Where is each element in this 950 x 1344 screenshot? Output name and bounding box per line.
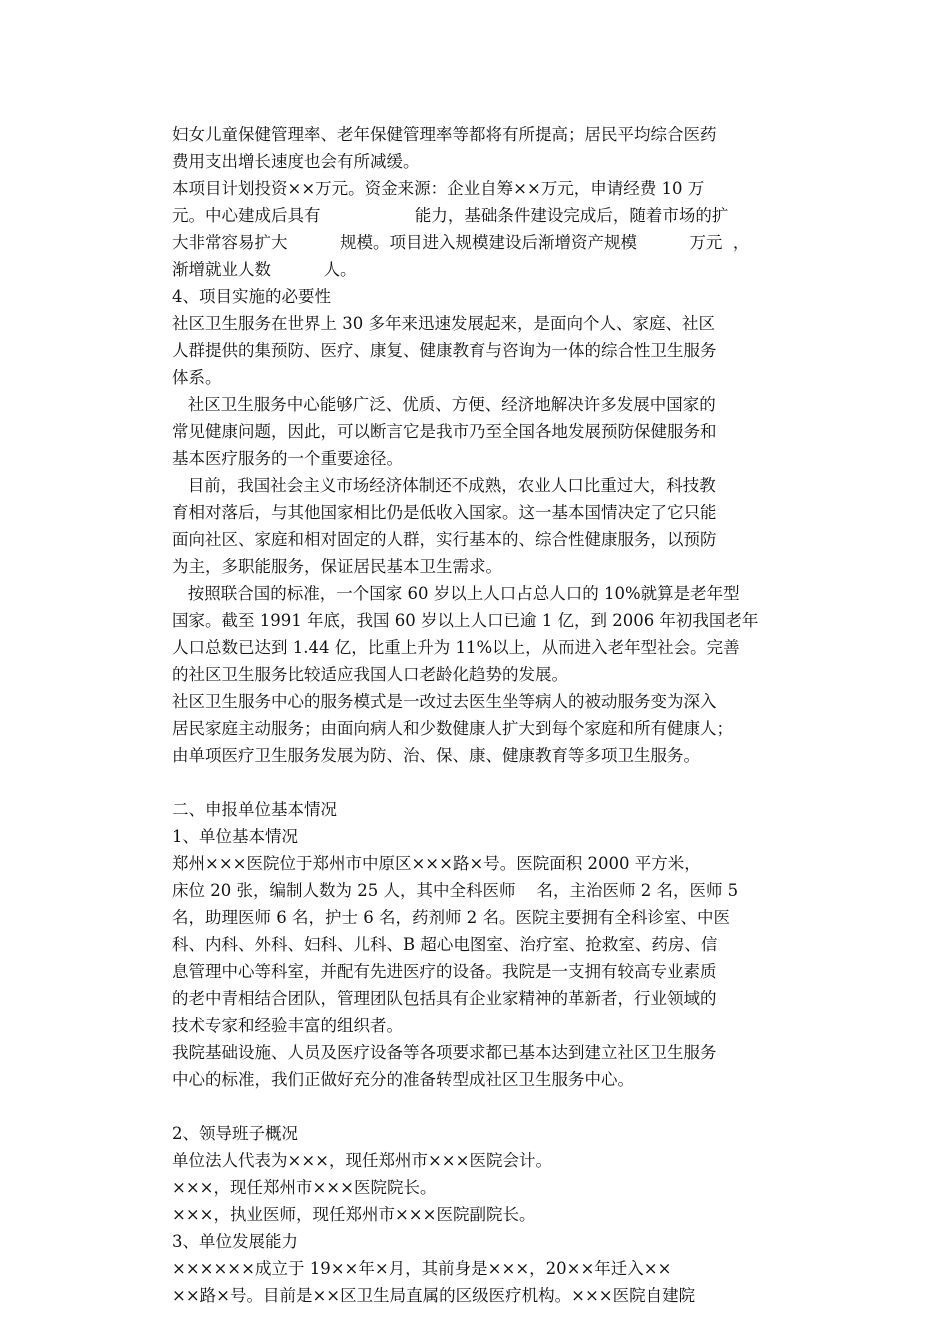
text-line: 息管理中心等科室，并配有先进医疗的设备。我院是一支拥有较高专业素质 — [172, 962, 717, 981]
text-line: 居民家庭主动服务；由面向病人和少数健康人扩大到每个家庭和所有健康人； — [172, 719, 733, 738]
text-line: 国家。截至 1991 年底，我国 60 岁以上人口已逾 1 亿，到 2006 年初我国老年 — [172, 611, 759, 630]
text-line: 目前，我国社会主义市场经济体制还不成熟，农业人口比重过大，科技教 — [172, 476, 716, 495]
text-line: 单位法人代表为×××，现任郑州市×××医院会计。 — [172, 1151, 552, 1170]
text-line: 科、内科、外科、妇科、儿科、B 超心电图室、治疗室、抢救室、药房、信 — [172, 935, 718, 954]
blank-line — [172, 769, 812, 796]
text-line: 按照联合国的标准，一个国家 60 岁以上人口占总人口的 10%就算是老年型 — [172, 584, 740, 603]
text-line: ××××××成立于 19××年×月，其前身是×××，20××年迁入×× — [172, 1259, 672, 1278]
text-line: 我院基础设施、人员及医疗设备等各项要求都已基本达到建立社区卫生服务 — [172, 1043, 717, 1062]
text-line: 社区卫生服务在世界上 30 多年来迅速发展起来，是面向个人、家庭、社区 — [172, 314, 715, 333]
text-line: 面向社区、家庭和相对固定的人群，实行基本的、综合性健康服务，以预防 — [172, 530, 717, 549]
text-line: 的老中青相结合团队，管理团队包括具有企业家精神的革新者，行业领域的 — [172, 989, 717, 1008]
section-heading: 4、项目实施的必要性 — [172, 287, 331, 306]
blank-line — [172, 1093, 812, 1120]
text-line: 妇女儿童保健管理率、老年保健管理率等都将有所提高；居民平均综合医药 — [172, 125, 717, 144]
text-line: ×××，执业医师，现任郑州市×××医院副院长。 — [172, 1205, 536, 1224]
text-line: 人群提供的集预防、医疗、康复、健康教育与咨询为一体的综合性卫生服务 — [172, 341, 717, 360]
text-line: 常见健康问题，因此，可以断言它是我市乃至全国各地发展预防保健服务和 — [172, 422, 717, 441]
document-page — [172, 121, 812, 1309]
text-line: 本项目计划投资××万元。资金来源：企业自筹××万元，申请经费 10 万 — [172, 179, 705, 198]
text-line: 渐增就业人数 人。 — [172, 260, 357, 279]
text-line: 为主，多职能服务，保证居民基本卫生需求。 — [172, 557, 502, 576]
subsection-heading: 3、单位发展能力 — [172, 1232, 298, 1251]
text-line: 郑州×××医院位于郑州市中原区×××路×号。医院面积 2000 平方米， — [172, 854, 701, 873]
text-line: 人口总数已达到 1.44 亿，比重上升为 11%以上，从而进入老年型社会。完善 — [172, 638, 740, 657]
text-line: 育相对落后，与其他国家相比仍是低收入国家。这一基本国情决定了它只能 — [172, 503, 717, 522]
text-line: ×××，现任郑州市×××医院院长。 — [172, 1178, 437, 1197]
text-line: 元。中心建成后具有 能力，基础条件建设完成后，随着市场的扩 — [172, 206, 729, 225]
text-line: 由单项医疗卫生服务发展为防、治、保、康、健康教育等多项卫生服务。 — [172, 746, 700, 765]
text-line: 社区卫生服务中心的服务模式是一改过去医生坐等病人的被动服务变为深入 — [172, 692, 717, 711]
text-line: 社区卫生服务中心能够广泛、优质、方便、经济地解决许多发展中国家的 — [172, 395, 716, 414]
text-line: 费用支出增长速度也会有所减缓。 — [172, 152, 420, 171]
text-line: 中心的标准，我们正做好充分的准备转型成社区卫生服务中心。 — [172, 1070, 634, 1089]
text-line: 技术专家和经验丰富的组织者。 — [172, 1016, 403, 1035]
text-line: ××路×号。目前是××区卫生局直属的区级医疗机构。×××医院自建院 — [172, 1286, 696, 1305]
text-line: 大非常容易扩大 规模。项目进入规模建设后渐增资产规模 万元 ， — [172, 233, 750, 252]
text-line: 体系。 — [172, 368, 222, 387]
section-heading: 二、申报单位基本情况 — [172, 800, 337, 819]
subsection-heading: 1、单位基本情况 — [172, 827, 298, 846]
text-line: 基本医疗服务的一个重要途径。 — [172, 449, 403, 468]
text-line: 名，助理医师 6 名，护士 6 名，药剂师 2 名。医院主要拥有全科诊室、中医 — [172, 908, 730, 927]
text-line: 的社区卫生服务比较适应我国人口老龄化趋势的发展。 — [172, 665, 568, 684]
text-line: 床位 20 张，编制人数为 25 人，其中全科医师 名，主治医师 2 名，医师 5 — [172, 881, 739, 900]
subsection-heading: 2、领导班子概况 — [172, 1124, 298, 1143]
